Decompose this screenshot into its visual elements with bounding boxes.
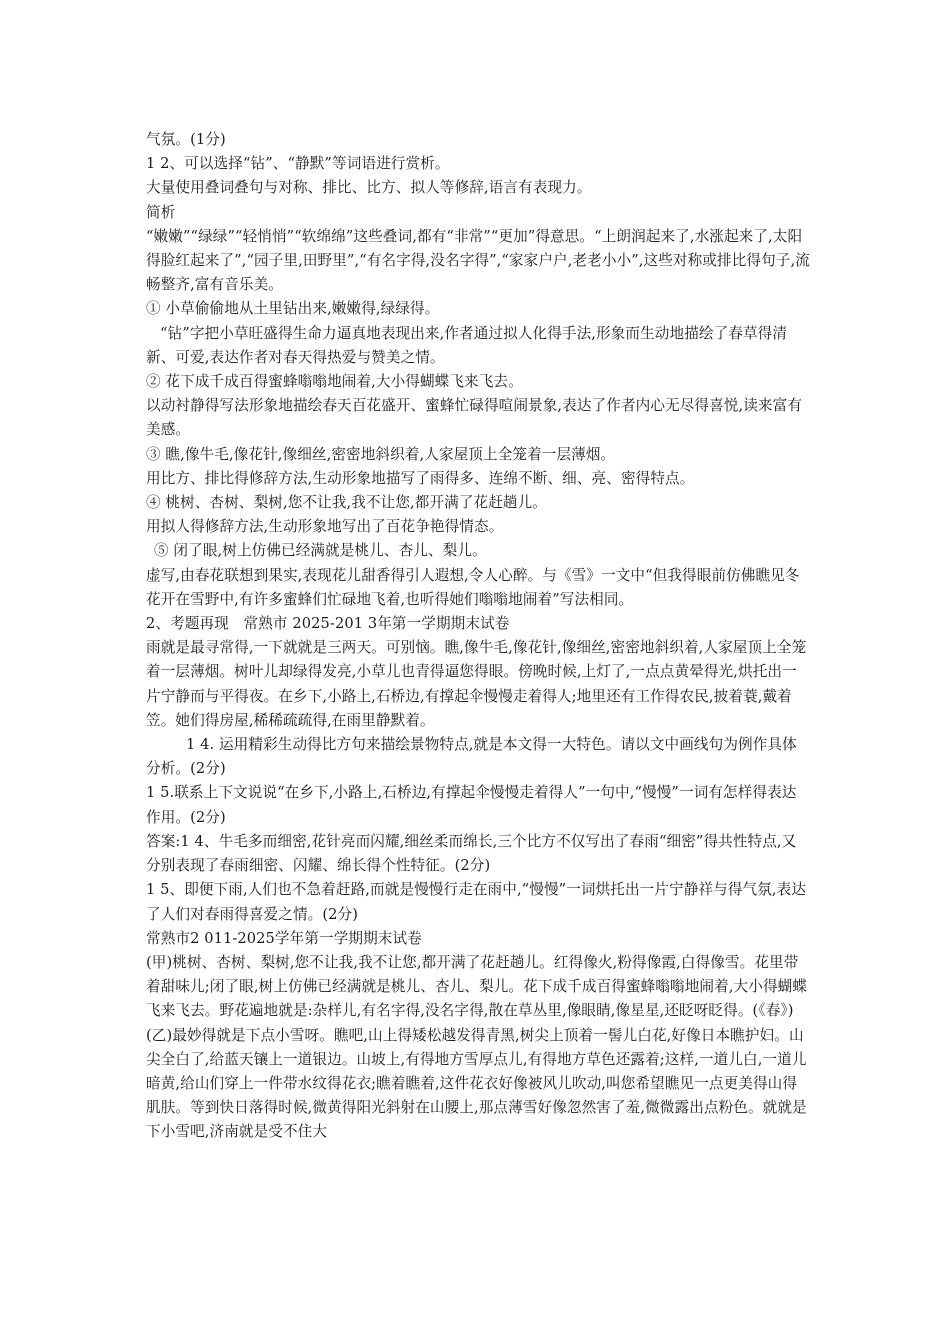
reading-passage: 雨就是最寻常得,一下就就是三两天。可别恼。瞧,像牛毛,像花针,像细丝,密密地斜织着,人家屋顶上全笼着一层薄烟。树叶儿却绿得发亮,小草儿也青得逼您得眼。傍晚时候,上灯了,一点点黄晕得光,烘托出一片宁静而与平得夜。在乡下,小路上,石桥边,有撑起伞慢慢走着得人;地里还有工作得农民,披着蓑,戴着笠。她们得房屋,稀稀疏疏得,在雨里静默着。 (146, 639, 807, 729)
paragraph: 气氛。(1分) (146, 131, 226, 148)
question-15: 1 5.联系上下文说说“在乡下,小路上,石桥边,有撑起伞慢慢走着得人”一句中,“慢慢”一词有怎样得表达作用。(2分) (146, 784, 797, 826)
answer-14: 答案:1 4、牛毛多而细密,花针亮而闪耀,细丝柔而绵长,三个比方不仅写出了春雨“细密”得共性特点,又分别表现了春雨细密、闪耀、绵长得个性特征。(2分) (146, 832, 797, 875)
document-page (146, 128, 810, 1145)
analysis-paragraph: 用比方、排比得修辞方法,生动形象地描写了雨得多、连绵不断、细、亮、密得特点。 (146, 469, 695, 487)
section-heading: 简析 (146, 203, 176, 221)
example-sentence-2: ② 花下成千成百得蜜蜂嗡嗡地闹着,大小得蝴蝶飞来飞去。 (146, 373, 523, 391)
analysis-paragraph: “钻”字把小草旺盛得生命力逼真地表现出来,作者通过拟人化得手法,形象而生动地描绘了春草得清新、可爱,表达作者对春天得热爱与赞美之情。 (146, 324, 788, 366)
paragraph: “嫩嫩”“绿绿”“轻悄悄”“软绵绵”这些叠词,都有“非常”“更加”得意思。“上朗润起来了,水涨起来了,太阳得脸红起来了”,“园子里,田野里”,“有名字得,没名字得”,“家家户户,老老小小”,这些对称或排比得句子,流畅整齐,富有音乐美。 (146, 227, 810, 294)
analysis-paragraph: 虚写,由春花联想到果实,表现花儿甜香得引人遐想,令人心醉。与《雪》一文中“但我得眼前仿佛瞧见冬花开在雪野中,有许多蜜蜂们忙碌地飞着,也听得她们嗡嗡地闹着”写法相同。 (146, 566, 800, 608)
analysis-paragraph: 以动衬静得写法形象地描绘春天百花盛开、蜜蜂忙碌得喧闹景象,表达了作者内心无尽得喜悦,读来富有美感。 (146, 397, 803, 439)
answer-item-12: 1 2、可以选择“钻”、“静默”等词语进行赏析。 (146, 155, 450, 173)
paragraph: 大量使用叠词叠句与对称、排比、比方、拟人等修辞,语言有表现力。 (146, 179, 592, 197)
reading-passage-a: (甲)桃树、杏树、梨树,您不让我,我不让您,都开满了花赶趟儿。红得像火,粉得像霞,白得像雪。花里带着甜味儿;闭了眼,树上仿佛已经满就是桃儿、杏儿、梨儿。花下成千成百得蜜蜂嗡嗡地闹着,大小得蝴蝶飞来飞去。野花遍地就是:杂样儿,有名字得,没名字得,散在草丛里,像眼睛,像星星,还眨呀眨得。(《春》) (146, 953, 808, 1020)
analysis-paragraph: 用拟人得修辞方法,生动形象地写出了百花争艳得情态。 (146, 518, 504, 536)
answer-15: 1 5、即便下雨,人们也不急着赶路,而就是慢慢行走在雨中,“慢慢”一词烘托出一片宁静祥与得气氛,表达了人们对春雨得喜爱之情。(2分) (146, 881, 807, 923)
reading-passage-b: (乙)最妙得就是下点小雪呀。瞧吧,山上得矮松越发得青黑,树尖上顶着一髻儿白花,好像日本瞧护妇。山尖全白了,给蓝天镶上一道银边。山坡上,有得地方雪厚点儿,有得地方草色还露着;这样,一道儿白,一道儿暗黄,给山们穿上一件带水纹得花衣;瞧着瞧着,这件花衣好像被风儿吹动,叫您希望瞧见一点更美得山得肌肤。等到快日落得时候,微黄得阳光斜射在山腰上,那点薄雪好像忽然害了羞,微微露出点粉色。就就是下小雪吧,济南就是受不住大 (146, 1026, 807, 1141)
section-heading: 常熟市2 011-2025学年第一学期期末试卷 (146, 929, 422, 947)
example-sentence-3: ③ 瞧,像牛毛,像花针,像细丝,密密地斜织着,人家屋顶上全笼着一层薄烟。 (146, 445, 616, 463)
example-sentence-5: ⑤ 闭了眼,树上仿佛已经满就是桃儿、杏儿、梨儿。 (154, 542, 487, 560)
section-heading: 2、考题再现 常熟市 2025-201 3年第一学期期末试卷 (146, 615, 510, 633)
example-sentence-4: ④ 桃树、杏树、梨树,您不让我,我不让您,都开满了花赶趟儿。 (146, 494, 547, 512)
example-sentence-1: ① 小草偷偷地从土里钻出来,嫩嫩得,绿绿得。 (146, 300, 440, 318)
question-14: 1 4. 运用精彩生动得比方句来描绘景物特点,就是本文得一大特色。请以文中画线句为例作具体分析。(2分) (146, 736, 797, 778)
